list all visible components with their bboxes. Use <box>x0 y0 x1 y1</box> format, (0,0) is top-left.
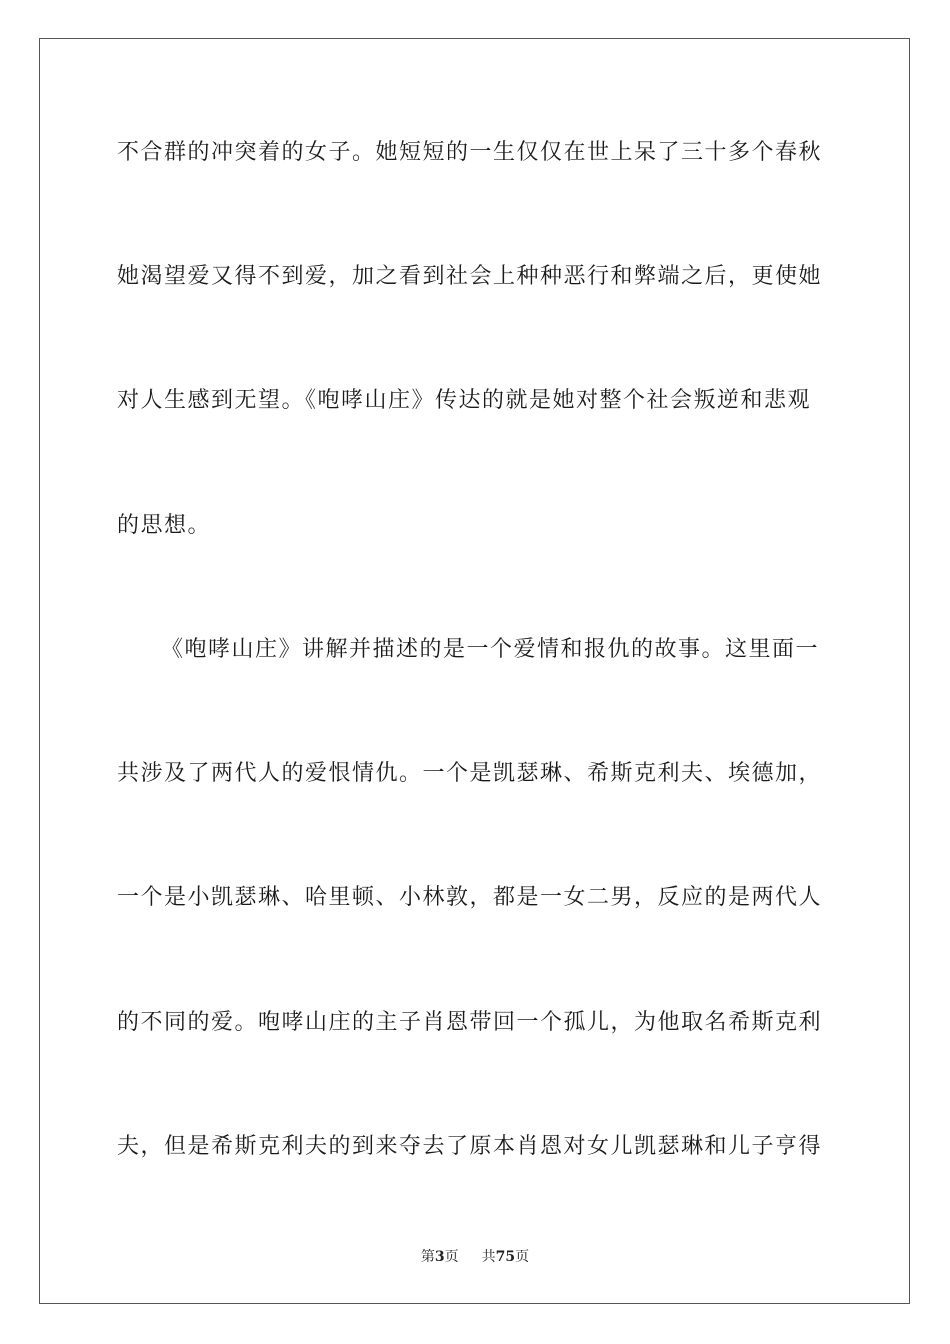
text-line-8: 的不同的爱。咆哮山庄的主子肖恩带回一个孤儿，为他取名希斯克利 <box>117 1010 823 1035</box>
total-label-prefix: 共 <box>481 1249 496 1265</box>
total-label-suffix: 页 <box>515 1249 530 1265</box>
page-border <box>39 38 910 1304</box>
page-label-suffix: 页 <box>444 1249 459 1265</box>
text-line-9: 夫，但是希斯克利夫的到来夺去了原本肖恩对女儿凯瑟琳和儿子亨得 <box>117 1134 823 1159</box>
paragraph-start-line: 《咆哮山庄》讲解并描述的是一个爱情和报仇的故事。这里面一 <box>161 637 820 662</box>
text-line-4: 的思想。 <box>117 513 212 538</box>
page-footer <box>0 1247 950 1267</box>
text-line-7: 一个是小凯瑟琳、哈里顿、小林敦，都是一女二男，反应的是两代人 <box>117 885 823 910</box>
text-line-2: 她渴望爱又得不到爱，加之看到社会上种种恶行和弊端之后，更使她 <box>117 264 823 289</box>
total-pages: 75 <box>495 1249 516 1265</box>
text-line-6: 共涉及了两代人的爱恨情仇。一个是凯瑟琳、希斯克利夫、埃德加， <box>117 761 823 786</box>
text-line-3: 对人生感到无望。《咆哮山庄》传达的就是她对整个社会叛逆和悲观 <box>117 388 812 413</box>
page-label-prefix: 第 <box>420 1249 435 1265</box>
text-line-1: 不合群的冲突着的女子。她短短的一生仅仅在世上呆了三十多个春秋 <box>117 140 823 165</box>
page-number: 3 <box>434 1249 445 1265</box>
